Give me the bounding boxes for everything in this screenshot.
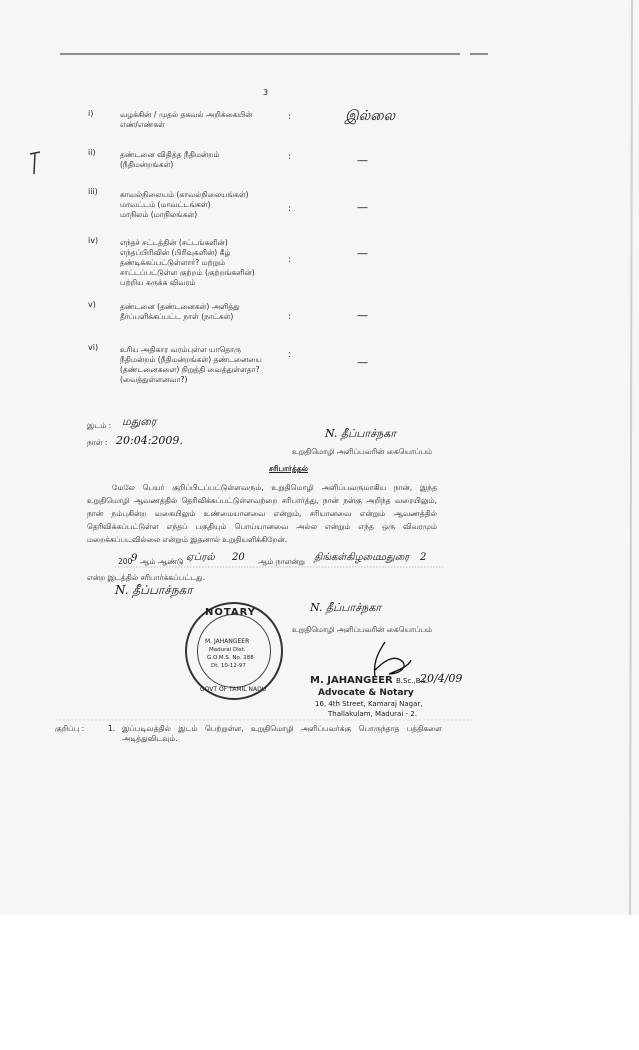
place-value: மதுரை	[122, 415, 157, 428]
year-prefix: 200	[118, 557, 133, 566]
notary-name: M. JAHANGEER	[310, 675, 393, 686]
seal-bottom-text: GOVT OF TAMIL NADU	[200, 686, 267, 693]
signature-left: N. தீப்பாச்நகா	[115, 583, 193, 597]
item-number-5: v)	[88, 300, 96, 309]
item-answer-1: இல்லை	[345, 108, 396, 124]
seal-district: Madurai Dist.	[209, 647, 246, 653]
seal-name: M. JAHANGEER	[205, 638, 250, 645]
item-number-3: iii)	[88, 187, 98, 196]
seal-gcms: G.O.M.S. No. 288	[207, 655, 254, 661]
note-divider	[55, 719, 475, 722]
notary-signature-scribble	[355, 640, 415, 680]
note-number: 1.	[108, 724, 116, 733]
signature-right-label: உறுதிமொழி அளிப்பவரின் கையொப்பம்	[292, 625, 433, 634]
item-text-4: எந்தச் சட்டத்தின் (சட்டங்களின்) எந்தப்பிரிவின் (பிரிவுகளின்) கீழ் தண்டிக்கப்பட்டுள்ளார்? மற்றும் சாட்டப்பட்டுள்ள குற்றம் (குற்றங்களின்) பற்றிய சுருக்க விவரம்	[120, 238, 255, 287]
scan-edge-line	[60, 50, 490, 62]
item-number-6: vi)	[88, 343, 99, 352]
verification-text: மேலே பெயர் குறிப்பிடப்பட்டுள்ளவரும், உறுதிமொழி அளிப்பவருமாகிய நான், இந்த உறுதிமொழி ஆவணத்தில் தெரிவிக்கப்பட்டுள்ளவற்றை சரிபார்த்து, நான் நன்கு அறிந்த வரையிலும், நான் நம்புகின்ற வகையிலும் உண்மையானவை என்றும், சரியானவை என்றும் ஆவணத்தில் தெரிவிக்கப்பட்டுள்ள எந்தப் பகுதியும் பொய்யானவை அல்ல என்றும் எந்த ஒரு விவரமும் மறைக்கப்படவில்லை என்றும் இதனால் உறுதியளிக்கிறேன்.	[87, 483, 437, 544]
year-handwritten: 9	[131, 553, 138, 564]
item-colon-5: :	[288, 312, 292, 322]
date-value: 20:04:2009.	[116, 434, 183, 447]
scan-bottom-margin	[0, 915, 639, 1050]
day-text: ஆம் நாளன்று	[258, 557, 305, 566]
notary-address-2: Thallakulam, Madurai - 2.	[328, 710, 417, 718]
notary-seal	[185, 602, 283, 700]
item-text-1: வழக்கின் / முதல் தகவல் அறிக்கையின் எண்/எண்கள்	[120, 110, 253, 129]
item-number-4: iv)	[88, 236, 99, 245]
item-number-1: i)	[88, 109, 94, 118]
item-answer-2: —	[357, 154, 368, 167]
margin-tick-mark	[28, 150, 42, 176]
fill-in-underline	[115, 566, 445, 569]
date-label: நாள் :	[87, 438, 108, 447]
item-colon-3: :	[288, 204, 292, 214]
deponent-label: உறுதிமொழி அளிப்பவரின் கையொப்பம்	[292, 447, 433, 456]
place-label: இடம் :	[87, 421, 112, 430]
item-colon-6: :	[288, 350, 292, 360]
scan-edge-shadow	[618, 0, 639, 930]
notary-degree: B.Sc.,B.L.	[396, 677, 429, 685]
item-colon-2: :	[288, 152, 292, 162]
seal-date: Dt. 10-12-97	[211, 663, 246, 669]
month-handwritten: ஏப்ரல்	[186, 552, 215, 563]
item-colon-1: :	[288, 112, 292, 122]
verification-heading: சரிபார்த்தல்	[269, 464, 308, 473]
item-answer-6: —	[357, 356, 368, 369]
item-text-2: தண்டனை விதித்த நீதிமன்றம் (நீதிமன்றங்கள்)	[120, 150, 220, 169]
year-text: ஆம் ஆண்டு	[140, 557, 184, 566]
day-handwritten: 20	[232, 552, 245, 563]
weekday-handwritten: திங்கள்கிழமை	[314, 552, 381, 563]
signature-right: N. தீப்பாச்நகா	[310, 601, 382, 614]
item-number-2: ii)	[88, 148, 96, 157]
item-text-3: காவல்நிலையம் (காவல்நிலையங்கள்) மாவட்டம் (மாவட்டங்கள்) மாநிலம் (மாநிலங்கள்)	[120, 190, 249, 219]
note-text: இப்படிவத்தில் இடம் பெற்றுள்ள, உறுதிமொழி அளிப்பவர்க்கு பொருந்தாத பத்திகளை அடித்துவிடவும்.	[122, 724, 442, 743]
place-handwritten-number: 2	[420, 552, 427, 563]
notary-address-1: 16, 4th Street, Kamaraj Nagar,	[315, 700, 423, 708]
item-answer-5: —	[357, 309, 368, 322]
notary-sign-date: 20/4/09	[420, 672, 463, 685]
deponent-signature: N. தீப்பாச்நகா	[325, 427, 397, 440]
item-text-5: தண்டனை (தண்டனைகள்) அளித்து தீர்ப்பளிக்கப்பட்ட நாள் (நாட்கள்)	[120, 302, 240, 321]
page-number: 3	[263, 88, 269, 97]
seal-top-text: NOTARY	[205, 607, 257, 618]
item-text-6: உரிய அதிகார வரம்புள்ள யாதொரு நீதிமன்றம் (நீதிமன்றங்கள்) தண்டனையை (தண்டனைகளை) நிறுத்தி வைத்துள்ளதா? (வைத்துள்ளனவா?)	[120, 345, 262, 384]
place-handwritten: மதுரை	[378, 552, 410, 563]
notary-title: Advocate & Notary	[318, 688, 414, 698]
item-answer-4: —	[357, 247, 368, 260]
item-answer-3: —	[357, 201, 368, 214]
note-label: குறிப்பு :	[55, 724, 85, 733]
item-colon-4: :	[288, 255, 292, 265]
verified-text: என்ற இடத்தில் சரிபார்க்கப்பட்டது.	[87, 573, 206, 582]
